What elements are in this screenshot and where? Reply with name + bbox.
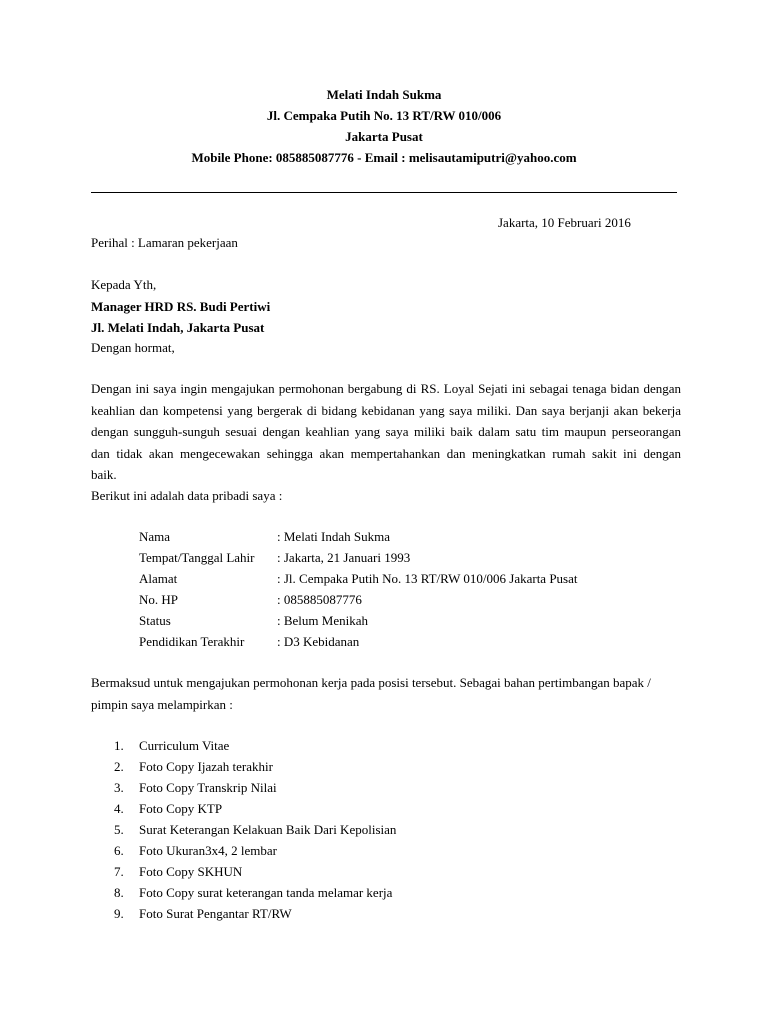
closing-paragraph: [91, 672, 681, 715]
recipient-position: Manager HRD RS. Budi Pertiwi: [91, 299, 271, 314]
header-divider: [91, 192, 677, 193]
list-text: Surat Keterangan Kelakuan Baik Dari Kepolisian: [139, 822, 397, 837]
list-number: 7.: [114, 864, 124, 879]
list-number: 2.: [114, 759, 124, 774]
intro-line: keahlian dan kompetensi yang bergerak di bidang kebidanan yang saya miliki. Dan saya berjanji akan bekerja: [91, 402, 681, 418]
list-text: Foto Copy Ijazah terakhir: [139, 759, 273, 774]
list-number: 1.: [114, 738, 124, 753]
data-label: Nama: [139, 529, 171, 544]
list-text: Foto Surat Pengantar RT/RW: [139, 906, 292, 921]
intro-paragraph: [91, 378, 681, 486]
intro-line: baik.: [91, 467, 117, 482]
data-label: Tempat/Tanggal Lahir: [139, 550, 255, 565]
data-value: : Jakarta, 21 Januari 1993: [277, 550, 411, 565]
sender-address: Jl. Cempaka Putih No. 13 RT/RW 010/006: [266, 108, 502, 123]
data-value: : Belum Menikah: [277, 613, 368, 628]
intro-line: dan tidak akan mengecewakan sehingga akan mempertahankan dan meningkatkan rumah sakit ini dengan: [91, 445, 681, 461]
list-number: 8.: [114, 885, 124, 900]
data-label: Pendidikan Terakhir: [139, 634, 245, 649]
letterhead: [0, 84, 768, 168]
greeting: Dengan hormat,: [91, 340, 175, 355]
data-value: : Melati Indah Sukma: [277, 529, 391, 544]
list-text: Curriculum Vitae: [139, 738, 230, 753]
closing-line: Bermaksud untuk mengajukan permohonan kerja pada posisi tersebut. Sebagai bahan pertimbangan bapak /: [91, 675, 651, 690]
data-label: Status: [139, 613, 171, 628]
list-text: Foto Copy KTP: [139, 801, 223, 816]
recipient-salutation: Kepada Yth,: [91, 277, 157, 292]
data-intro: Berikut ini adalah data pribadi saya :: [91, 488, 283, 503]
letter-date: Jakarta, 10 Februari 2016: [498, 215, 631, 230]
closing-line: pimpin saya melampirkan :: [91, 696, 233, 712]
data-label: No. HP: [139, 592, 179, 607]
data-value: : Jl. Cempaka Putih No. 13 RT/RW 010/006 Jakarta Pusat: [277, 571, 578, 586]
recipient-address: Jl. Melati Indah, Jakarta Pusat: [91, 320, 265, 335]
intro-line: Dengan ini saya ingin mengajukan permohonan bergabung di RS. Loyal Sejati ini sebagai tenaga bidan dengan: [91, 381, 681, 396]
sender-name: Melati Indah Sukma: [326, 87, 442, 102]
sender-city: Jakarta Pusat: [345, 129, 423, 144]
list-number: 5.: [114, 822, 124, 837]
list-text: Foto Copy SKHUN: [139, 864, 243, 879]
data-value: : D3 Kebidanan: [277, 634, 360, 649]
list-number: 4.: [114, 801, 124, 816]
list-text: Foto Ukuran3x4, 2 lembar: [139, 843, 277, 858]
data-label: Alamat: [139, 571, 178, 586]
list-text: Foto Copy Transkrip Nilai: [139, 780, 277, 795]
sender-contact: Mobile Phone: 085885087776 - Email : melisautamiputri@yahoo.com: [191, 150, 577, 165]
letter-subject: Perihal : Lamaran pekerjaan: [91, 235, 238, 250]
intro-line: dengan sungguh-sunguh sesuai dengan keahlian yang saya miliki baik dalam satu tim maupun perseorangan: [91, 424, 681, 439]
list-number: 9.: [114, 906, 124, 921]
data-value: : 085885087776: [277, 592, 362, 607]
list-number: 3.: [114, 780, 124, 795]
list-number: 6.: [114, 843, 124, 858]
list-text: Foto Copy surat keterangan tanda melamar kerja: [139, 885, 393, 900]
